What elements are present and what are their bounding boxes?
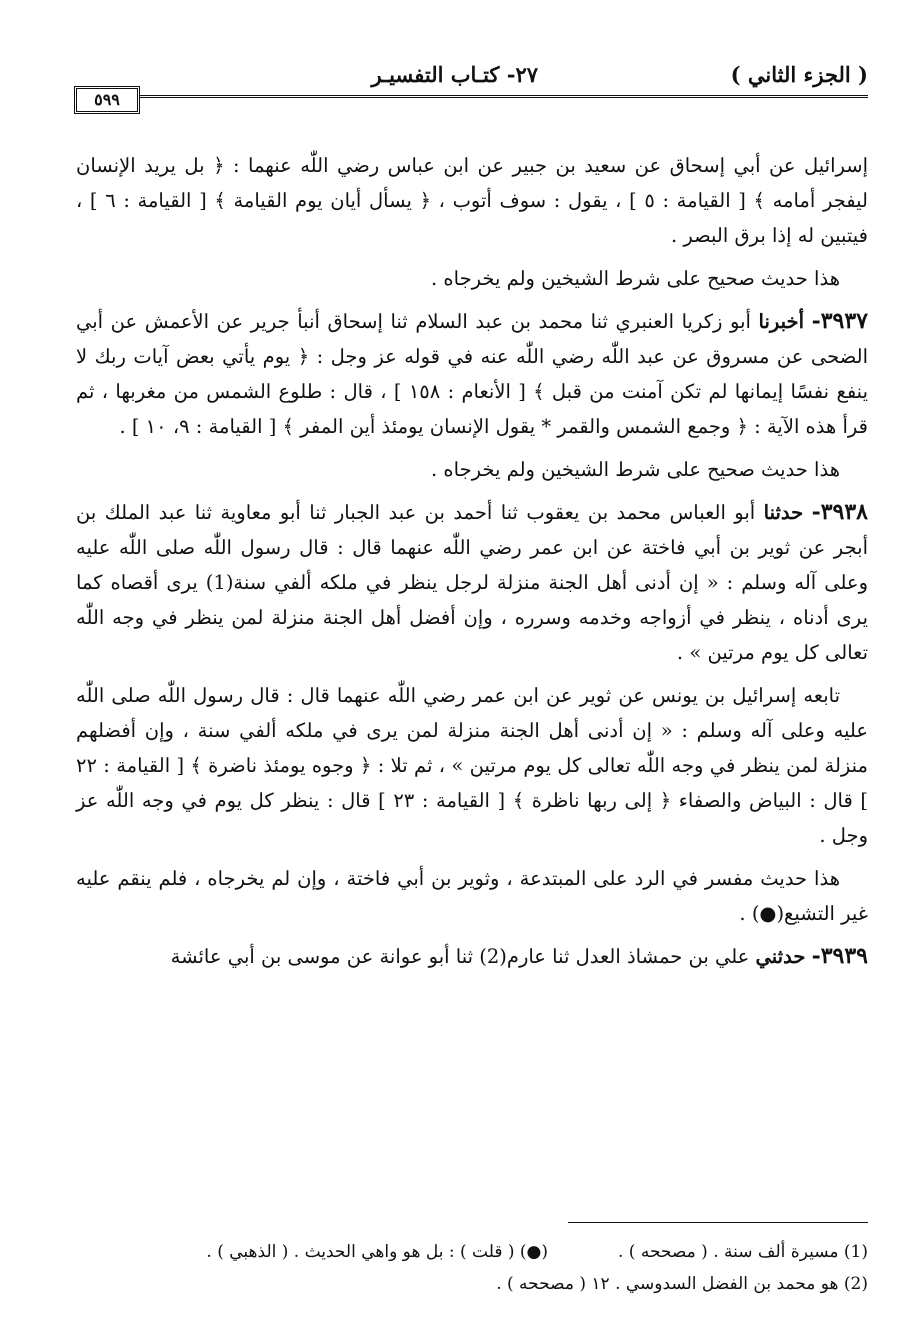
paragraph-text: أبو العباس محمد بن يعقوب ثنا أحمد بن عبد الجبار ثنا أبو معاوية ثنا عبد الملك بن أبجر عن ثوير بن أبي فاختة عن ابن عمر رضي اللّٰه عنهما قال : قال رسول اللّٰه صلى اللّٰه عليه وعلى آله وسلم : « إن أدنى أهل الجنة منزلة لرجل ينظر في ملكه ألفي سنة(1) يرى أقصاه كما يرى أدناه ، ينظر في أزواجه وخدمه وسرره ، وإن أفضل أهل الجنة منزلة لمن ينظر في وجه اللّٰه تعالى كل يوم مرتين » . [76, 501, 868, 664]
book-title: ٢٧- كتـاب التفسيـر [371, 62, 538, 87]
paragraph-4 [76, 452, 868, 487]
volume-label: ( الجزء الثاني ) [730, 62, 868, 87]
hadith-number: ٣٩٣٨- [811, 499, 868, 525]
paragraph-text: تابعه إسرائيل بن يونس عن ثوير عن ابن عمر رضي اللّٰه عنهما قال : قال رسول اللّٰه صلى اللّٰه عليه وعلى آله وسلم : « إن أدنى أهل الجنة منزلة لمن يرى في ملكه ألفي سنة ، وإن أفضلهم منزلة لمن ينظر في وجه اللّٰه تعالى كل يوم مرتين » ، ثم تلا : ﴿ وجوه يومئذ ناضرة ﴾ [ القيامة : ٢٢ ] قال : البياض والصفاء ﴿ إلى ربها ناظرة ﴾ [ القيامة : ٢٣ ] قال : ينظر كل يوم في وجه اللّٰه عز وجل . [76, 684, 868, 847]
paragraph-text: هذا حديث صحيح على شرط الشيخين ولم يخرجاه . [431, 458, 840, 481]
footnote-line [76, 1268, 868, 1300]
hadith-number: ٣٩٣٧- [811, 308, 868, 334]
paragraph-6 [76, 678, 868, 853]
paragraph-1 [76, 148, 868, 253]
paragraph-text: إسرائيل عن أبي إسحاق عن سعيد بن جبير عن ابن عباس رضي اللّٰه عنهما : ﴿ بل يريد الإنسان ليفجر أمامه ﴾ [ القيامة : ٥ ] ، يقول : سوف أتوب ، ﴿ يسأل أيان يوم القيامة ﴾ [ القيامة : ٦ ] ، فيتبين له إذا برق البصر . [76, 154, 868, 247]
paragraph-2 [76, 261, 868, 296]
main-text [76, 148, 868, 982]
hadith-number: ٣٩٣٩- [811, 943, 868, 969]
paragraph-text: أبو زكريا العنبري ثنا محمد بن عبد السلام ثنا إسحاق أنبأ جرير عن الأعمش عن أبي الضحى عن مسروق عن عبد اللّٰه رضي اللّٰه عنه في قوله عز وجل : ﴿ يوم يأتي بعض آيات ربك لا ينفع نفسًا إيمانها لم تكن آمنت من قبل ﴾ [ الأنعام : ١٥٨ ] ، قال : طلوع الشمس من مغربها ، ثم قرأ هذه الآية : ﴿ وجمع الشمس والقمر * يقول الإنسان يومئذ أين المفر ﴾ [ القيامة : ٩، ١٠ ] . [76, 310, 868, 438]
paragraph-text: هذا حديث مفسر في الرد على المبتدعة ، وثوير بن أبي فاختة ، وإن لم يخرجاه ، فلم ينقم عليه غير التشيع(●) . [76, 867, 868, 925]
running-header [70, 62, 868, 92]
paragraph-text: هذا حديث صحيح على شرط الشيخين ولم يخرجاه . [431, 267, 840, 290]
paragraph-7 [76, 861, 868, 931]
hadith-3937 [76, 304, 868, 444]
footnote-2: (2) هو محمد بن الفضل السدوسي . ١٢ ( مصححه ) . [496, 1274, 868, 1294]
hadith-lead: حدثني [755, 945, 806, 968]
footnote-1: (1) مسيرة ألف سنة . ( مصححه ) . [618, 1242, 868, 1262]
paragraph-text: علي بن حمشاذ العدل ثنا عارم(2) ثنا أبو عوانة عن موسى بن أبي عائشة [170, 945, 750, 968]
hadith-3938 [76, 495, 868, 670]
footnote-rule [568, 1222, 868, 1223]
hadith-lead: أخبرنا [758, 310, 804, 333]
hadith-3939 [76, 939, 868, 974]
hadith-lead: حدثنا [763, 501, 804, 524]
footnotes [76, 1236, 868, 1300]
footnote-line [76, 1236, 868, 1268]
header-rule [140, 95, 868, 100]
page-number: ٥٩٩ [74, 86, 140, 114]
footnote-asterisk: (●) ( قلت ) : بل هو واهي الحديث . ( الذهبي ) . [206, 1242, 548, 1262]
